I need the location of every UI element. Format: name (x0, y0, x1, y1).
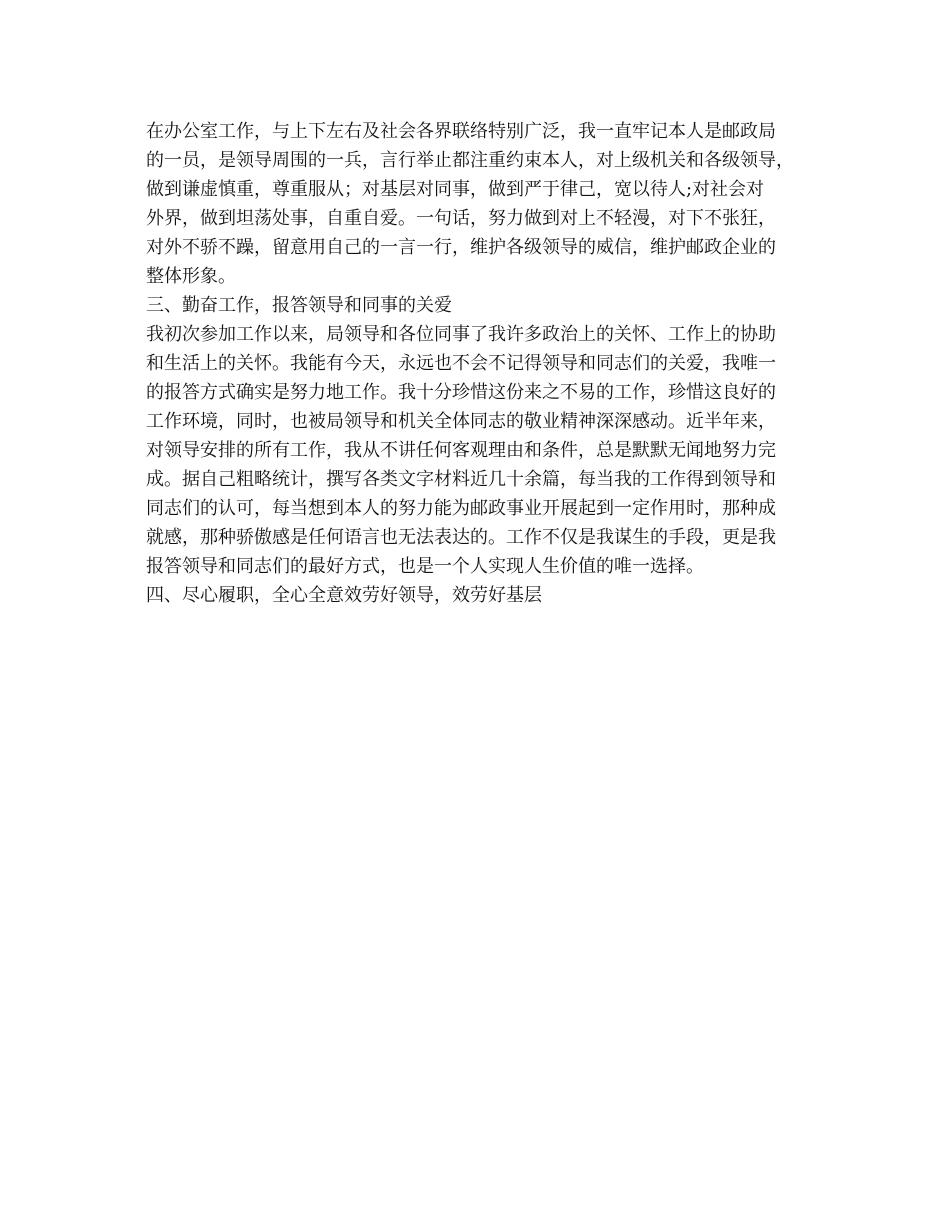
paragraph-line: 整体形象。 (146, 266, 236, 287)
paragraph-line: 我初次参加工作以来，局领导和各位同事了我许多政治上的关怀、工作上的协助 (146, 324, 776, 345)
paragraph-line: 和生活上的关怀。我能有今天，永远也不会不记得领导和同志们的关爱，我唯一 (146, 353, 776, 374)
paragraph-line: 就感，那种骄傲感是任何语言也无法表达的。工作不仅是我谋生的手段，更是我 (146, 527, 776, 548)
paragraph-line: 的一员，是领导周围的一兵，言行举止都注重约束本人，对上级机关和各级领导， (146, 150, 794, 171)
paragraph-line: 对领导安排的所有工作，我从不讲任何客观理由和条件，总是默默无闻地努力完 (146, 440, 776, 461)
paragraph-line: 成。据自己粗略统计，撰写各类文字材料近几十余篇，每当我的工作得到领导和 (146, 469, 776, 490)
paragraph-line: 同志们的认可，每当想到本人的努力能为邮政事业开展起到一定作用时，那种成 (146, 498, 776, 519)
section-heading: 四、尽心履职，全心全意效劳好领导，效劳好基层 (146, 585, 542, 606)
paragraph-line: 在办公室工作，与上下左右及社会各界联络特别广泛，我一直牢记本人是邮政局 (146, 121, 776, 142)
paragraph-line: 做到谦虚慎重，尊重服从；对基层对同事，做到严于律己，宽以待人;对社会对 (146, 179, 765, 200)
paragraph-line: 外界，做到坦荡处事，自重自爱。一句话，努力做到对上不轻漫，对下不张狂， (146, 208, 776, 229)
paragraph-line: 对外不骄不躁，留意用自己的一言一行，维护各级领导的威信，维护邮政企业的 (146, 237, 776, 258)
text-lines (146, 117, 816, 610)
document-body (146, 117, 816, 610)
paragraph-line: 报答领导和同志们的最好方式，也是一个人实现人生价值的唯一选择。 (146, 556, 704, 577)
paragraph-line: 工作环境，同时，也被局领导和机关全体同志的敬业精神深深感动。近半年来， (146, 411, 776, 432)
section-heading: 三、勤奋工作，报答领导和同事的关爱 (146, 295, 452, 316)
paragraph-line: 的报答方式确实是努力地工作。我十分珍惜这份来之不易的工作，珍惜这良好的 (146, 382, 776, 403)
